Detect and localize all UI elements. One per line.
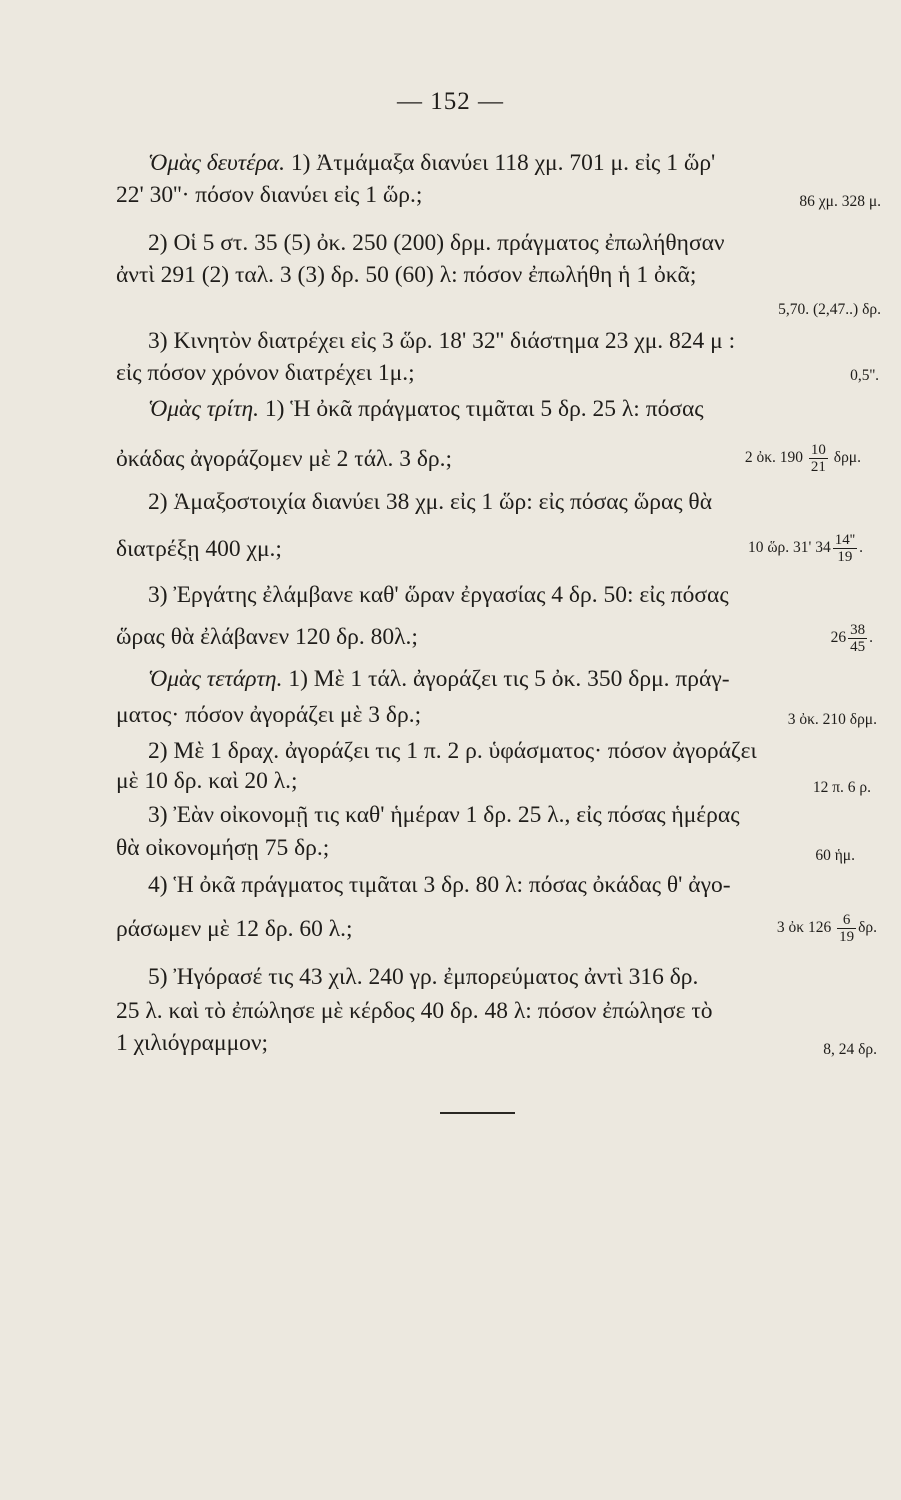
text-line-9: 2) Ἁμαξοστοιχία διανύει 38 χμ. εἰς 1 ὥρ: εἰς πόσας ὥρας θὰ bbox=[148, 489, 712, 515]
text-line-23: 1 χιλιόγραμμον; bbox=[116, 1030, 269, 1056]
page-number: — 152 — bbox=[397, 88, 504, 115]
answer-5: 10 ὥρ. 31' 34 $\frac{14''}{19}$ . bbox=[747, 532, 863, 565]
text-line-22: 25 λ. καὶ τὸ ἐπώλησε μὲ κέρδος 40 δρ. 48 λ: πόσον ἐπώλησε τὸ bbox=[116, 998, 713, 1024]
section-heading-fourth: Ὁμὰς τετάρτη. bbox=[148, 666, 283, 692]
answer-9: 60 ἡμ. bbox=[815, 847, 855, 864]
answer-6: 26 $\frac{38}{45}$ . bbox=[830, 622, 873, 655]
text-line-14: ματος· πόσον ἀγοράζει μὲ 3 δρ.; bbox=[116, 702, 422, 728]
text-line-11: 3) Ἐργάτης ἐλάμβανε καθ' ὥραν ἐργασίας 4 δρ. 50: εἰς πόσας bbox=[148, 582, 729, 608]
answer-10: 3 ὀκ 126 $\frac{6}{19}$ δρ. bbox=[776, 912, 877, 945]
text-line-6: εἰς πόσον χρόνον διατρέχει 1μ.; bbox=[116, 360, 415, 386]
text-line-4: ἀντὶ 291 (2) ταλ. 3 (3) δρ. 50 (60) λ: πόσον ἐπωλήθη ἡ 1 ὀκᾶ; bbox=[116, 262, 697, 288]
text-line-3: 2) Οἱ 5 στ. 35 (5) ὀκ. 250 (200) δρμ. πράγματος ἐπωλήθησαν bbox=[148, 230, 725, 256]
fraction: $\frac{14''}{19}$ bbox=[834, 532, 856, 565]
answer-3: 0,5''. bbox=[850, 367, 879, 384]
text-line-20: ράσωμεν μὲ 12 δρ. 60 λ.; bbox=[116, 916, 353, 942]
text-line-16: μὲ 10 δρ. καὶ 20 λ.; bbox=[116, 768, 298, 794]
answer-11: 8, 24 δρ. bbox=[823, 1041, 877, 1058]
fraction: $\frac{10}{21}$ bbox=[810, 442, 826, 475]
text-line-8: ὀκάδας ἀγοράζομεν μὲ 2 τάλ. 3 δρ.; bbox=[116, 446, 453, 472]
text-line-12: ὥρας θὰ ἐλάβανεν 120 δρ. 80λ.; bbox=[116, 624, 418, 650]
fraction: $\frac{38}{45}$ bbox=[850, 622, 866, 655]
text-line-18: θὰ οἰκονομήσῃ 75 δρ.; bbox=[116, 835, 330, 861]
text-line-1: Ὁμὰς δευτέρα. 1) Ἀτμάμαξα διανύει 118 χμ. 701 μ. εἰς 1 ὥρ' bbox=[148, 150, 716, 176]
text-line-10: διατρέξῃ 400 χμ.; bbox=[116, 536, 282, 562]
fraction: $\frac{6}{19}$ bbox=[839, 912, 855, 945]
section-heading-third: Ὁμὰς τρίτη. bbox=[148, 396, 259, 422]
answer-1: 86 χμ. 328 μ. bbox=[799, 193, 881, 210]
answer-7: 3 ὀκ. 210 δρμ. bbox=[787, 711, 877, 728]
text-line-19: 4) Ἡ ὀκᾶ πράγματος τιμᾶται 3 δρ. 80 λ: πόσας ὀκάδας θ' ἀγο- bbox=[148, 872, 731, 898]
text-line-17: 3) Ἐὰν οἰκονομῇ τις καθ' ἡμέραν 1 δρ. 25 λ., εἰς πόσας ἡμέρας bbox=[148, 802, 740, 828]
text-line-15: 2) Μὲ 1 δραχ. ἀγοράζει τις 1 π. 2 ρ. ὑφάσματος· πόσον ἀγοράζει bbox=[148, 738, 757, 764]
answer-2: 5,70. (2,47..) δρ. bbox=[778, 301, 881, 318]
section-heading-second: Ὁμὰς δευτέρα. bbox=[148, 150, 285, 176]
end-rule bbox=[440, 1112, 515, 1114]
text-line-21: 5) Ἠγόρασέ τις 43 χιλ. 240 γρ. ἐμπορεύματος ἀντὶ 316 δρ. bbox=[148, 964, 699, 990]
text-line-7: Ὁμὰς τρίτη. 1) Ἡ ὀκᾶ πράγματος τιμᾶται 5 δρ. 25 λ: πόσας bbox=[148, 396, 704, 422]
text-line-13: Ὁμὰς τετάρτη. 1) Μὲ 1 τάλ. ἀγοράζει τις 5 ὀκ. 350 δρμ. πράγ- bbox=[148, 666, 730, 692]
text-line-2: 22' 30''· πόσον διανύει εἰς 1 ὥρ.; bbox=[116, 182, 423, 208]
answer-8: 12 π. 6 ρ. bbox=[812, 779, 871, 796]
answer-4: 2 ὀκ. 190 $\frac{10}{21}$ δρμ. bbox=[744, 442, 861, 475]
text-line-5: 3) Κινητὸν διατρέχει εἰς 3 ὥρ. 18' 32'' διάστημα 23 χμ. 824 μ : bbox=[148, 328, 736, 354]
